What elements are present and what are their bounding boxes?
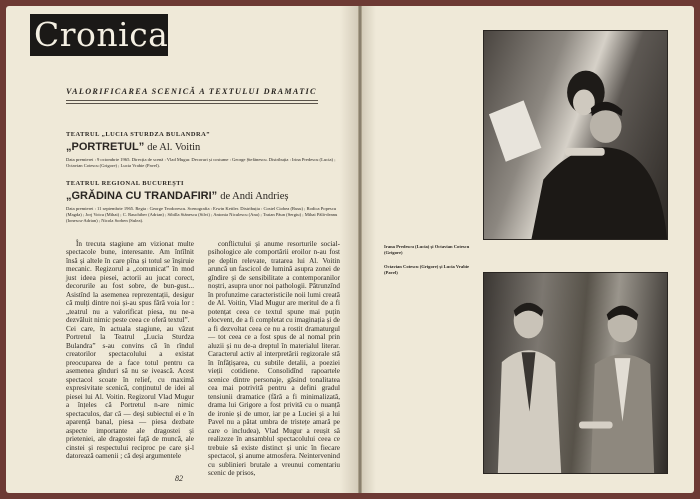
left-page [6,6,358,493]
review-2-title [66,190,288,202]
review-1-credits: Data premierei : 9 octombrie 1965. Direcția de scenă : Vlad Mugur. Decoruri și costume : George Ștefănescu. Distribuția : Irina Predescu (Lucia) ; Octavian Cotescu (Grigore) ; Lucia Vrabie (Pavel). [66,157,336,169]
review-1-play-author: de Al. Voitin [147,142,201,153]
review-2-theatre: TEATRUL REGIONAL BUCUREȘTI [66,180,184,187]
photo-scene-top [484,31,667,239]
production-photo-bottom [483,272,668,474]
review-2-play-author: de Andi Andrieș [220,191,289,202]
photo-caption-top: Irana Predescu (Lucia) și Octavian Cotescu (Grigore) [384,244,470,255]
section-kicker: VALORIFICAREA SCENICĂ A TEXTULUI DRAMATIC [66,87,317,96]
kicker-rule-bottom [66,103,318,104]
production-photo-top [483,30,668,240]
article-column-1 [66,240,194,461]
review-1-theatre: TEATRUL „LUCIA STURDZA BULANDRA” [66,131,210,138]
magazine-spread [6,6,694,493]
right-page [362,6,694,493]
photo-scene-bottom [484,273,667,473]
review-2-credits: Data premierei : 11 septembrie 1965. Regia : George Teodorescu. Scenografia : Erwin Kettler. Distribuția : Costel Ciobea (Rusu) ; Rodica Popescu (Magda) ; Jorj Voicu (Mihai) ; C. Rauchiber (Adrian) ; Sibilla Stănescu (Silvi) ; Antonia Niculescu (Ana) ; Traian Păun (Sergiu) ; Mihai Pălă-deanu (Ionescu-Adrian) ; Nicola Sorben (Sulea). [66,206,338,224]
page-number: 82 [175,474,183,483]
review-1-title [66,141,200,153]
kicker-rule-top [66,100,318,101]
review-1-play-title: „PORTRETUL” [66,141,145,153]
review-2-play-title: „GRĂDINA CU TRANDAFIRI” [66,190,218,202]
article-column-2 [208,240,340,478]
photo-caption-bottom: Octavian Cotescu (Grigore) și Lucia Vrabie (Pavel) [384,264,470,275]
section-masthead: Cronica [30,14,168,56]
article-column-1-text: În trecuta stagiune am vizionat multe spectacole bune, interesante. Am întîlnit însă și altele în care pîna și totul se înșiruie mecanic. Regizorul a „comunicat” în mod just ideea piesei, actorii au jucat corect, decorurile au fost sobre, de bun-gust... Asistînd la asemenea reprezentații, desigur că mulți dintre noi și-au spus fără voia lor : „teatrul nu a valorificat piesa, nu ne-a dezvăluit nimic peste ceea ce oferă textul”. Cei care, în actuala stagiune, au văzut Portretul la Teatrul „Lucia Sturdza Bulandra” s-au convins că în rîndul creatorilor spectacolului a existat preocuparea de a face totul pentru ca asemenea gînduri să nu se ivească. Acest spectacol scoate în relief, cu maximă expresivitate scenică, conținutul de idei al piesei lui Al. Voitin. Regizorul Vlad Mugur a înțeles că Portretul n-are nimic spectaculos, dar că — deși subiectul ei e în aparență banal, piesa — piesa dezbate aspecte importante ale dragostei și prieteniei, ale dragostei față de muncă, ale cinstei și respectului reciproc pe care și-l datorează oamenii ; că deși argumentele [66,240,194,461]
article-column-2-text: conflictului și anume resorturile social-psihologice ale comportării eroilor n-au fost pe deplin relevate, tratarea lui Al. Voitin aruncă un fascicol de lumină asupra zonei de gîndire și de sensibilitate a contemporanilor noștri, asupra unor noi pathologii. Pătrunzînd în profunzime caracteristicile noii lumi creată de Al. Voitin, Vlad Mugur are meritul de a fi potențat ceea ce textul spune mai puțin elocvent, de a fi completat cu imaginația și de a fi dezvoltat ceea ce nu a rostit dramaturgul — tot ceea ce a fost spus de al nomal prin aluzii și nu de-a dreptul în materialul literar. Caracterul activ al interpretării regizorale stă în înfățișarea, cu subtile detalii, a poeziei vieții cotidiene. Consolidînd rapoartele scenice dintre personaje, găsind tonalitatea cea mai potrivită pentru a defini gradul tensiunii dramatice (fără a fi minimalizată, drama lui Grigore a fost privită cu o nuanță de ironie și de umor, iar pe a Luciei și a lui Pavel nu a pătat umbra de tristețe amară pe care o includea), Vlad Mugur a reușit să realizeze în ansamblul spectacolului ceea ce trebuie să existe distinct și unic în fiecare spectacol, și anume atmosfera. Neintervenind cu sublinieri brutale a vreunui comentariu scenic de prisos, [208,240,340,478]
